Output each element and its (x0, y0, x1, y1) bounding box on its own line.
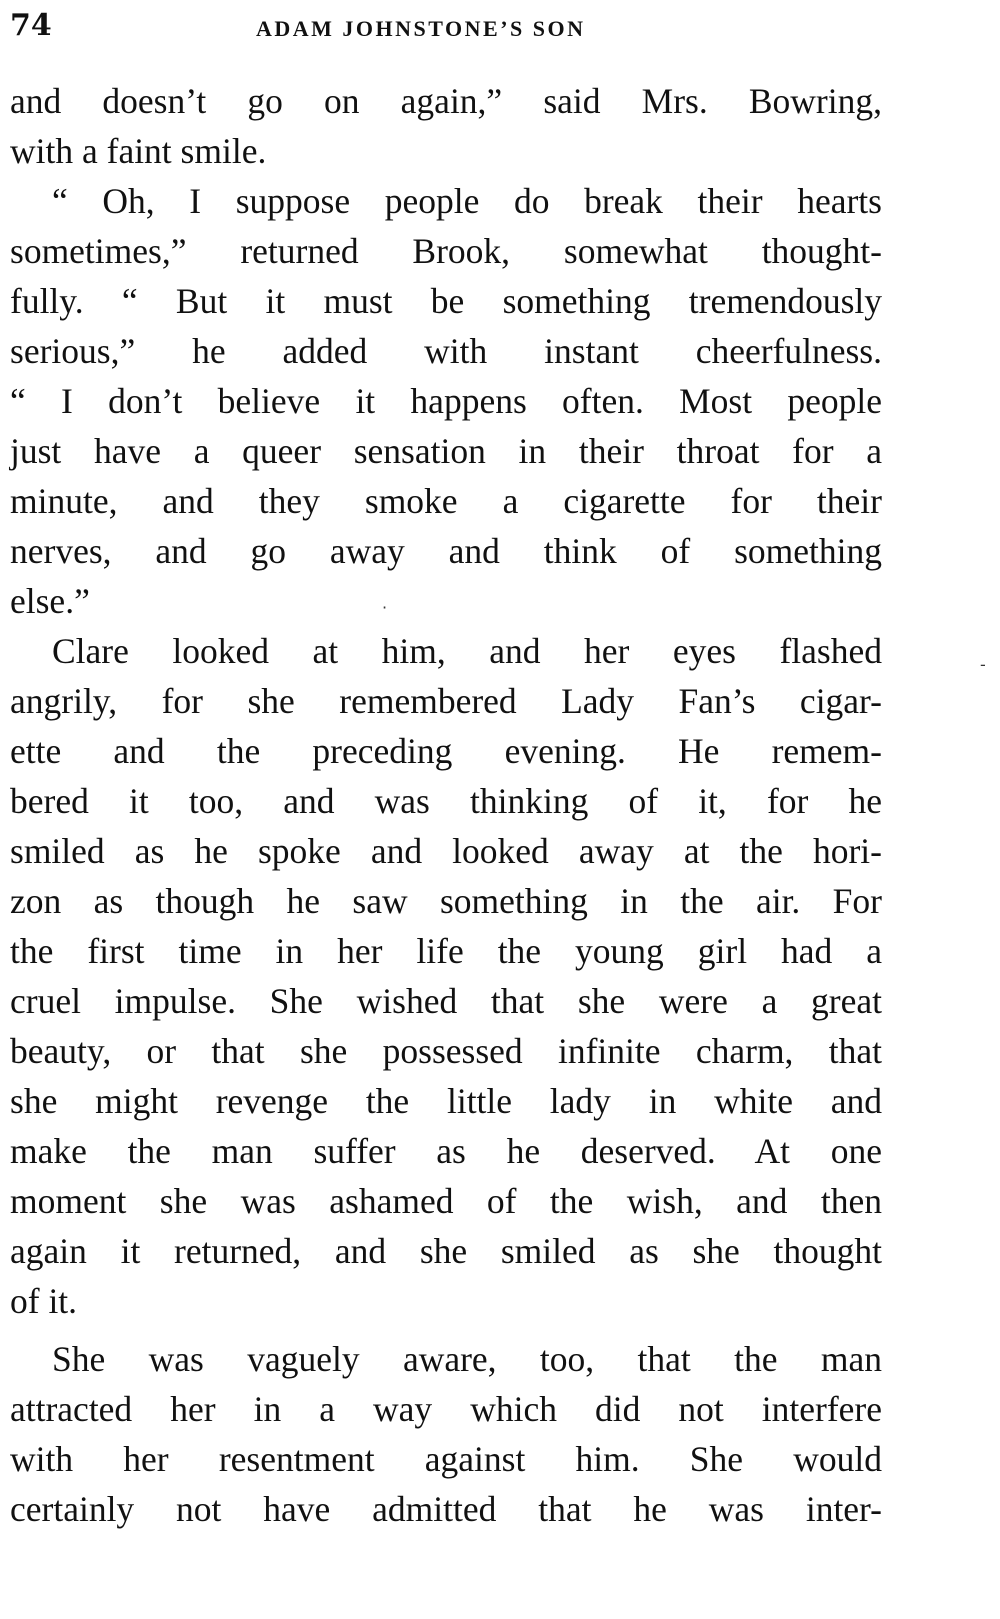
text-line: “ I don’t believe it happens often. Most people (10, 381, 882, 421)
text-line: cruel impulse. She wished that she were a great (10, 981, 882, 1021)
text-line: make the man suffer as he deserved. At one (10, 1131, 882, 1171)
text-line: she might revenge the little lady in white and (10, 1081, 882, 1121)
text-line: nerves, and go away and think of something (10, 531, 882, 571)
text-line: again it returned, and she smiled as she thought (10, 1231, 882, 1271)
text-line: She was vaguely aware, too, that the man (52, 1339, 882, 1379)
text-line: moment she was ashamed of the wish, and then (10, 1181, 882, 1221)
text-line: with a faint smile. (10, 131, 267, 171)
text-line: ette and the preceding evening. He remem- (10, 731, 882, 771)
text-line: sometimes,” returned Brook, somewhat thought- (10, 231, 882, 271)
text-line: minute, and they smoke a cigarette for their (10, 481, 882, 521)
text-line: Clare looked at him, and her eyes flashed (52, 631, 882, 671)
text-line: fully. “ But it must be something tremendously (10, 281, 882, 321)
text-line: zon as though he saw something in the air. For (10, 881, 882, 921)
text-line: “ Oh, I suppose people do break their hearts (52, 181, 882, 221)
running-title: ADAM JOHNSTONE’S SON (256, 16, 586, 41)
text-line: certainly not have admitted that he was inter- (10, 1489, 882, 1529)
page-header (10, 6, 910, 50)
text-line: smiled as he spoke and looked away at the hori- (10, 831, 882, 871)
text-line: and doesn’t go on again,” said Mrs. Bowring, (10, 81, 882, 121)
page-number: 74 (10, 8, 52, 43)
text-line: serious,” he added with instant cheerfulness. (10, 331, 882, 371)
text-line: beauty, or that she possessed infinite charm, that (10, 1031, 882, 1071)
text-line: of it. (10, 1281, 78, 1321)
text-line: angrily, for she remembered Lady Fan’s cigar- (10, 681, 882, 721)
text-line: just have a queer sensation in their throat for a (10, 431, 882, 471)
text-line: bered it too, and was thinking of it, for he (10, 781, 882, 821)
text-line: the first time in her life the young girl had a (10, 931, 882, 971)
text-line: with her resentment against him. She would (10, 1439, 882, 1479)
text-line: attracted her in a way which did not interfere (10, 1389, 882, 1429)
paragraph-gap (10, 1326, 882, 1334)
scan-speck-mark: - (980, 655, 986, 674)
page-body (10, 76, 882, 1534)
text-line: else.” (10, 581, 90, 621)
scan-speck-mark: · (382, 598, 388, 617)
